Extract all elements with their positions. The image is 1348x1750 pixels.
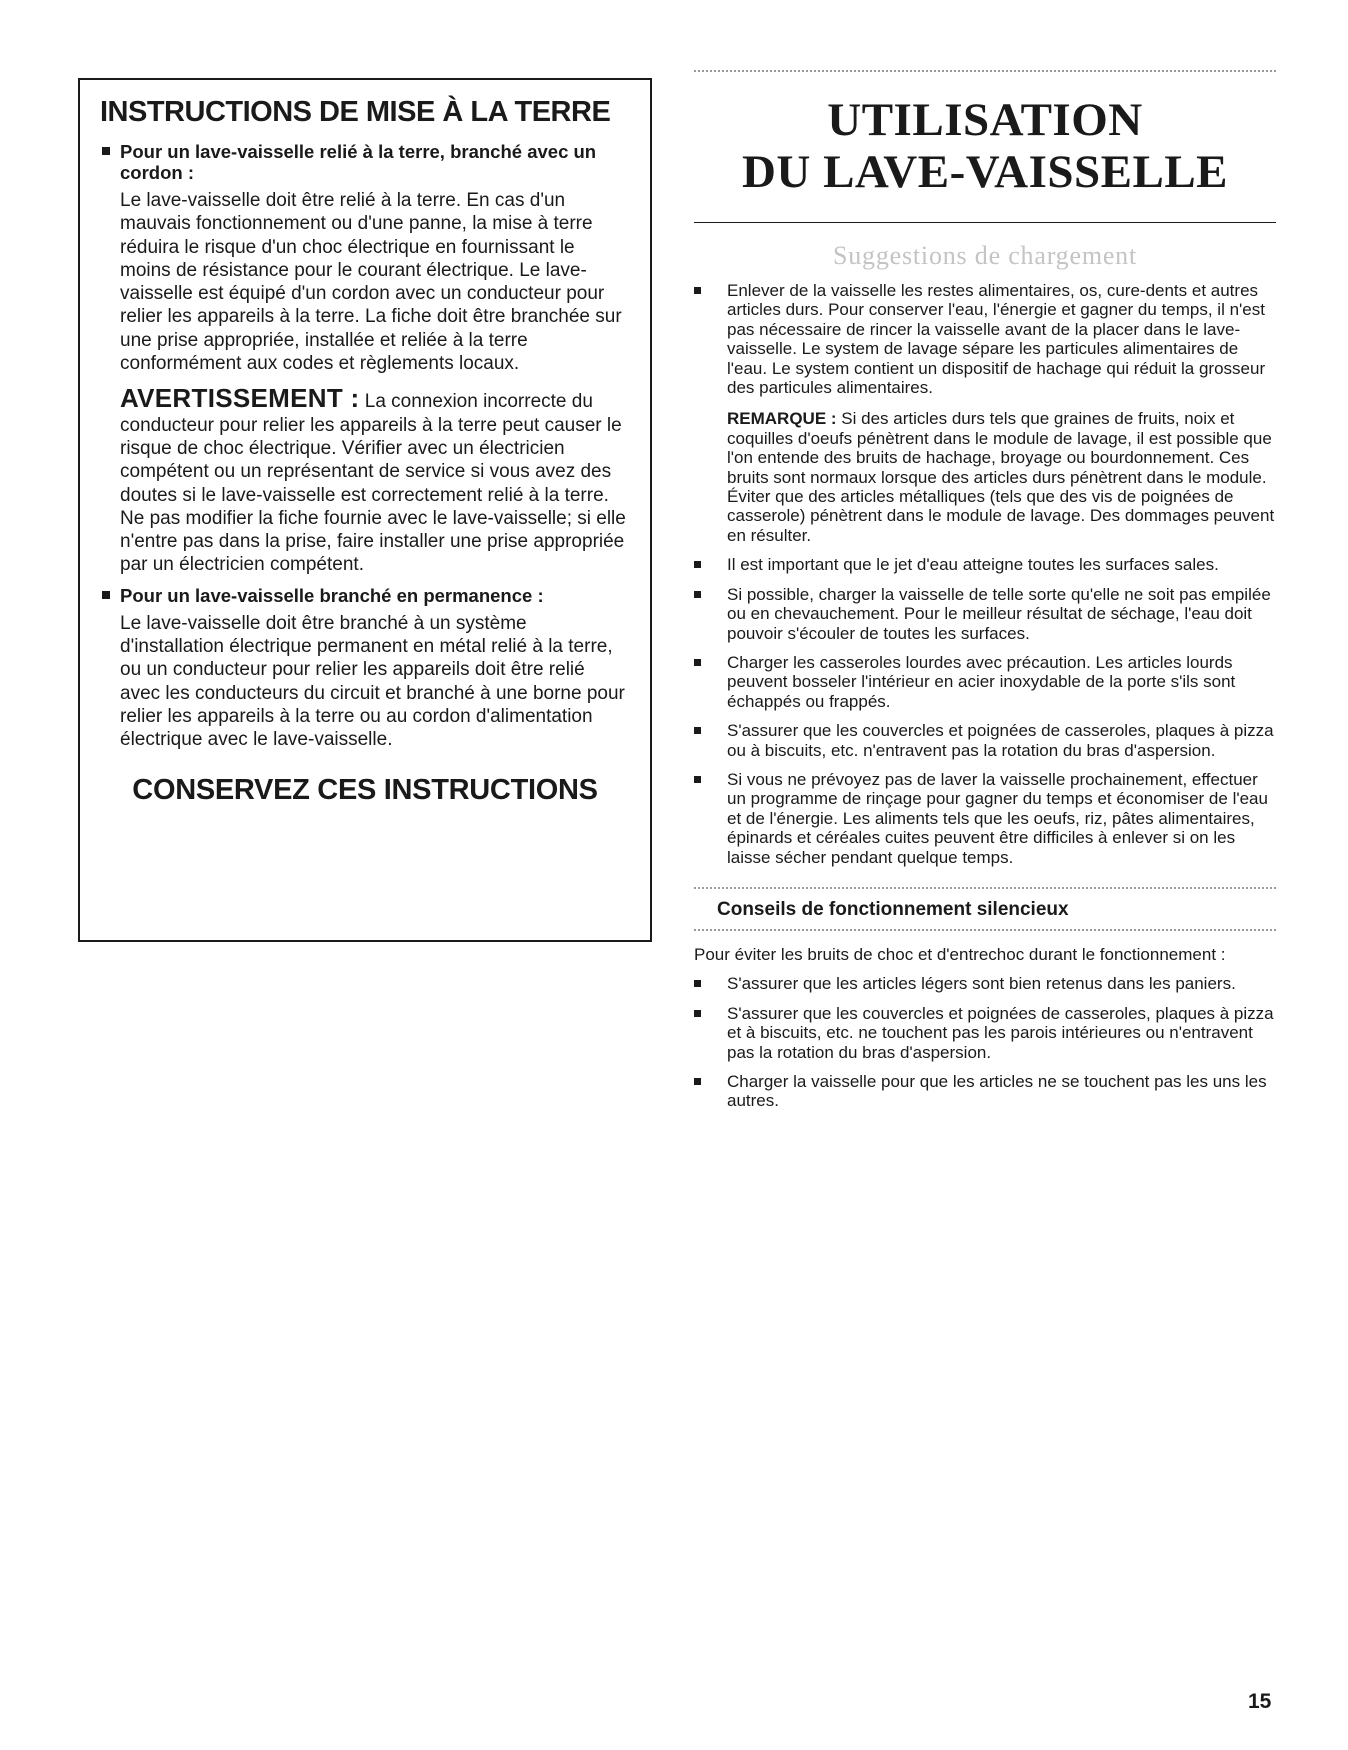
list-item-text: Enlever de la vaisselle les restes alimentaires, os, cure-dents et autres articles durs. Pour conserver l'eau, l'énergie et gagner du temps, il n'est pas nécessaire de rincer la vaisselle avant de la placer dans le lave-vaisselle. Le system de lavage sépare les particules alimentaires de l'eau. Le system contient un dispositif de hachage qui réduit la grosseur des particules alimentaires. xyxy=(727,281,1266,398)
grounding-bullet-permanent-heading xyxy=(100,585,630,606)
bullet-square-icon xyxy=(694,591,701,598)
bullet-square-icon xyxy=(694,659,701,666)
loading-suggestions-heading: Suggestions de chargement xyxy=(832,241,1138,270)
title-line-2: DU LAVE-VAISSELLE xyxy=(741,146,1229,198)
list-item-text: Charger les casseroles lourdes avec précaution. Les articles lourds peuvent bosseler l'intérieur en acier inoxydable de la porte s'ils sont échappés ou frappés. xyxy=(727,652,1236,711)
bullet-square-icon xyxy=(694,1010,701,1017)
list-item xyxy=(694,585,1276,643)
page-title xyxy=(694,94,1276,198)
list-item-text: Si possible, charger la vaisselle de telle sorte qu'elle ne soit pas empilée ou en chevauchement. Pour le meilleur résultat de séchage, l'eau doit pouvoir s'écouler de toutes les surfaces. xyxy=(727,584,1271,643)
grounding-cord-text: Le lave-vaisselle doit être relié à la terre. En cas d'un mauvais fonctionnement ou d'une panne, la mise à terre réduira le risque d'un choc électrique en fournissant le moins de résistance pour le courant électrique. Le lave-vaisselle est équipé d'un cordon avec un conducteur pour relier les appareils à la terre. La fiche doit être branchée sur une prise appropriée, installée et reliée à la terre conformément aux codes et règlements locaux. xyxy=(120,190,622,375)
bullet-square-icon xyxy=(694,776,701,783)
save-instructions-footer: CONSERVEZ CES INSTRUCTIONS xyxy=(132,773,598,806)
bullet-square-icon xyxy=(694,727,701,734)
grounding-instructions-box xyxy=(78,78,652,942)
bullet-square-icon xyxy=(694,287,701,294)
list-item xyxy=(694,281,1276,397)
list-item xyxy=(694,555,1276,574)
list-item xyxy=(694,721,1276,760)
list-item xyxy=(694,770,1276,867)
quiet-operation-heading: Conseils de fonctionnement silencieux xyxy=(717,898,1069,920)
list-item xyxy=(694,974,1276,993)
page-number: 15 xyxy=(1248,1690,1272,1713)
quiet-operation-intro: Pour éviter les bruits de choc et d'entrechoc durant le fonctionnement : xyxy=(694,944,1226,964)
bullet-square-icon xyxy=(694,1078,701,1085)
section-divider xyxy=(694,887,1276,889)
bullet-square-icon xyxy=(694,980,701,987)
list-item-text: S'assurer que les articles légers sont bien retenus dans les paniers. xyxy=(727,974,1236,994)
title-divider xyxy=(694,222,1276,223)
list-item-text: Si vous ne prévoyez pas de laver la vaisselle prochainement, effectuer un programme de rinçage pour gagner du temps et économiser de l'eau et de l'énergie. Les aliments tels que les oeufs, riz, pâtes alimentaires, épinards et céréales cuites peuvent être difficiles à enlever si on les laisse sécher pendant quelque temps. xyxy=(727,769,1268,867)
warning-label: AVERTISSEMENT : xyxy=(120,383,360,414)
grounding-bullet-cord-heading xyxy=(100,141,630,183)
list-item-text: Charger la vaisselle pour que les articles ne se touchent pas les uns les autres. xyxy=(727,1072,1267,1111)
top-divider xyxy=(694,70,1276,72)
list-item xyxy=(694,653,1276,711)
warning-paragraph xyxy=(100,383,630,576)
grounding-title: INSTRUCTIONS DE MISE À LA TERRE xyxy=(100,96,611,128)
title-line-1: UTILISATION xyxy=(827,94,1143,146)
bullet-square-icon xyxy=(102,591,110,599)
section-divider xyxy=(694,929,1276,931)
bullet-square-icon xyxy=(102,147,110,155)
usage-column xyxy=(694,70,1276,1111)
remark-label: REMARQUE : xyxy=(727,409,837,429)
remark-text: Si des articles durs tels que graines de fruits, noix et coquilles d'oeufs pénètrent dans le module de lavage, il est possible que l'on entende des bruits de hachage, broyage ou bourdonnement. Ces bruits sont normaux lorsque des articles durs pénètrent dans le module. Éviter que des articles métalliques (tels que des vis de poignées de casserole) pénètrent dans le module de lavage. Des dommages peuvent en résulter. xyxy=(727,409,1275,545)
list-item xyxy=(694,1072,1276,1111)
bullet-square-icon xyxy=(694,561,701,568)
grounding-permanent-text: Le lave-vaisselle doit être branché à un système d'installation électrique permanent en métal relié à la terre, ou un conducteur pour relier les appareils doit être relié avec les conducteurs du circuit et branché à une borne pour relier les appareils à la terre ou au cordon d'alimentation électrique avec le lave-vaisselle. xyxy=(120,612,625,751)
bullet-heading-text: Pour un lave-vaisselle relié à la terre, branché avec un cordon : xyxy=(120,141,597,183)
list-item-text: S'assurer que les couvercles et poignées de casseroles, plaques à pizza et à biscuits, etc. ne touchent pas les parois intérieures ou n'entravent pas la rotation du bras d'aspersion. xyxy=(727,1003,1274,1062)
loading-suggestions-list xyxy=(694,281,1276,867)
quiet-operation-section xyxy=(694,887,1276,1111)
list-item xyxy=(694,1004,1276,1062)
bullet-heading-text: Pour un lave-vaisselle branché en permanence : xyxy=(120,584,544,606)
list-item-text: S'assurer que les couvercles et poignées de casseroles, plaques à pizza ou à biscuits, etc. n'entravent pas la rotation du bras d'aspersion. xyxy=(727,721,1274,760)
warning-text: La connexion incorrecte du conducteur pour relier les appareils à la terre peut causer le risque de choc électrique. Vérifier avec un électricien compétent ou un représentant de service si vous avez des doutes si le lave-vaisselle est correctement relié à la terre. Ne pas modifier la fiche fournie avec le lave-vaisselle; si elle n'entre pas dans la prise, faire installer une prise appropriée par un électricien compétent. xyxy=(120,391,626,576)
list-item-text: Il est important que le jet d'eau atteigne toutes les surfaces sales. xyxy=(727,555,1219,575)
remark-note xyxy=(694,409,1276,545)
